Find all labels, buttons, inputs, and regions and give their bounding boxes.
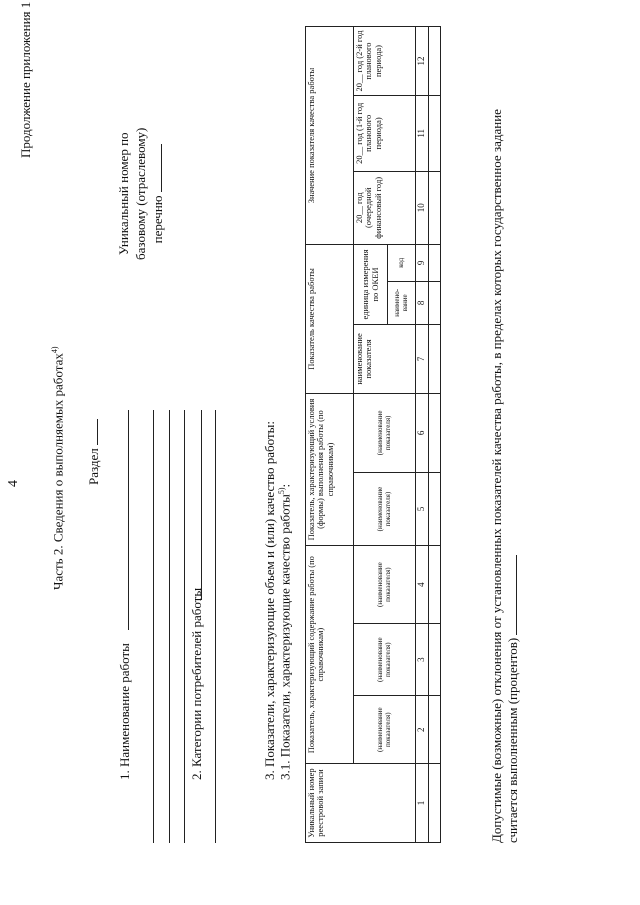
- col-number-2: 2: [416, 696, 429, 764]
- table-cell[interactable]: [429, 244, 441, 281]
- quality-indicators-heading: 3.1. Показатели, характеризующие качество работы$^{5)}$:: [277, 483, 293, 780]
- quality-indicators-footnote: 5): [277, 487, 286, 495]
- content-indicator-header: Показатель, характеризующий содержание работы (по справочникам): [306, 546, 354, 764]
- col-number-9: 9: [416, 244, 429, 281]
- section-label-text: Раздел: [86, 448, 101, 485]
- table-cell[interactable]: [429, 325, 441, 394]
- col-number-6: 6: [416, 393, 429, 472]
- col-number-11: 11: [416, 96, 429, 172]
- conditions-indicator-name-1: (наименование показателя): [354, 472, 416, 545]
- unit-name-header: наимено-вание: [388, 281, 416, 324]
- unique-number-label: [115, 128, 166, 260]
- table-cell[interactable]: [429, 281, 441, 324]
- page-number: 4: [6, 480, 21, 487]
- consumer-categories-line-1[interactable]: [201, 410, 202, 600]
- section-label: [86, 419, 102, 485]
- table-cell[interactable]: [429, 696, 441, 764]
- part-title-text: Часть 2. Сведения о выполняемых работах: [50, 353, 66, 590]
- quality-indicator-name: наименование показателя: [354, 325, 416, 394]
- col-number-12: 12: [416, 27, 429, 96]
- table-row: [429, 27, 441, 843]
- table-cell[interactable]: [429, 27, 441, 96]
- work-name-line-2[interactable]: [153, 410, 154, 843]
- col-number-4: 4: [416, 546, 429, 624]
- conditions-indicator-name-2: (наименование показателя): [354, 393, 416, 472]
- year-plan1-header: 20__ год (1-й год планового периода): [354, 96, 416, 172]
- indicators-heading: 3. Показатели, характеризующие объем и (или) качество работы:: [262, 421, 277, 780]
- consumer-categories-line-2[interactable]: [215, 410, 216, 843]
- deviation-line-1: Допустимые (возможные) отклонения от установленных показателей качества работы, в пределах которых государственное задание: [489, 109, 504, 843]
- table-cell[interactable]: [429, 764, 441, 843]
- year-plan2-header: 20__ год (2-й год планового периода): [354, 27, 416, 96]
- quality-indicator-header: Показатель качества работы: [306, 244, 354, 393]
- table-cell[interactable]: [429, 96, 441, 172]
- year-current-header: 20__ год (очередной финансовый год): [354, 171, 416, 244]
- section-number-blank[interactable]: [97, 419, 98, 445]
- col-number-8: 8: [416, 281, 429, 324]
- unique-number-blank[interactable]: [161, 144, 162, 192]
- table-cell[interactable]: [429, 546, 441, 624]
- quality-value-header: Значение показателя качества работы: [306, 27, 354, 245]
- col-number-5: 5: [416, 472, 429, 545]
- unique-number-line-3-text: перечню: [150, 195, 165, 244]
- col-number-1: 1: [416, 764, 429, 843]
- part-title: [50, 346, 66, 590]
- unique-number-line-1: Уникальный номер по: [116, 132, 131, 256]
- col-number-10: 10: [416, 171, 429, 244]
- work-name-line-1[interactable]: [128, 410, 129, 630]
- consumer-categories-label: 2. Категории потребителей работы: [189, 587, 204, 780]
- table-cell[interactable]: [429, 472, 441, 545]
- column-numbers-row: [416, 27, 429, 843]
- registry-number-header: Уникальный номер реестровой записи: [306, 764, 416, 843]
- work-name-line-3[interactable]: [169, 410, 170, 843]
- unique-number-line-2: базовому (отраслевому): [133, 127, 148, 260]
- conditions-indicator-header: Показатель, характеризующий условия (формы) выполнения работы (по справочникам): [306, 393, 354, 545]
- table-cell[interactable]: [429, 393, 441, 472]
- part-title-footnote: 4): [50, 346, 59, 354]
- col-number-7: 7: [416, 325, 429, 394]
- okei-unit-header: единица измерения по ОКЕИ: [354, 244, 388, 324]
- content-indicator-name-1: (наименование показателя): [354, 696, 416, 764]
- continuation-note: Продолжение приложения 1: [18, 1, 33, 158]
- deviation-line-2-text: считается выполненным (процентов): [505, 637, 520, 843]
- work-name-line-4[interactable]: [184, 410, 185, 843]
- table-cell[interactable]: [429, 171, 441, 244]
- unit-code-header: код: [388, 244, 416, 281]
- quality-indicators-heading-text: 3.1. Показатели, характеризующие качество работы: [277, 494, 293, 780]
- deviation-line-2: [505, 555, 521, 843]
- deviation-percent-blank[interactable]: [516, 555, 517, 635]
- unique-number-line-3: [149, 128, 166, 260]
- content-indicator-name-2: (наименование показателя): [354, 624, 416, 696]
- work-name-label: 1. Наименование работы: [117, 643, 132, 780]
- table-cell[interactable]: [429, 624, 441, 696]
- col-number-3: 3: [416, 624, 429, 696]
- content-indicator-name-3: (наименование показателя): [354, 546, 416, 624]
- quality-table: [305, 26, 441, 843]
